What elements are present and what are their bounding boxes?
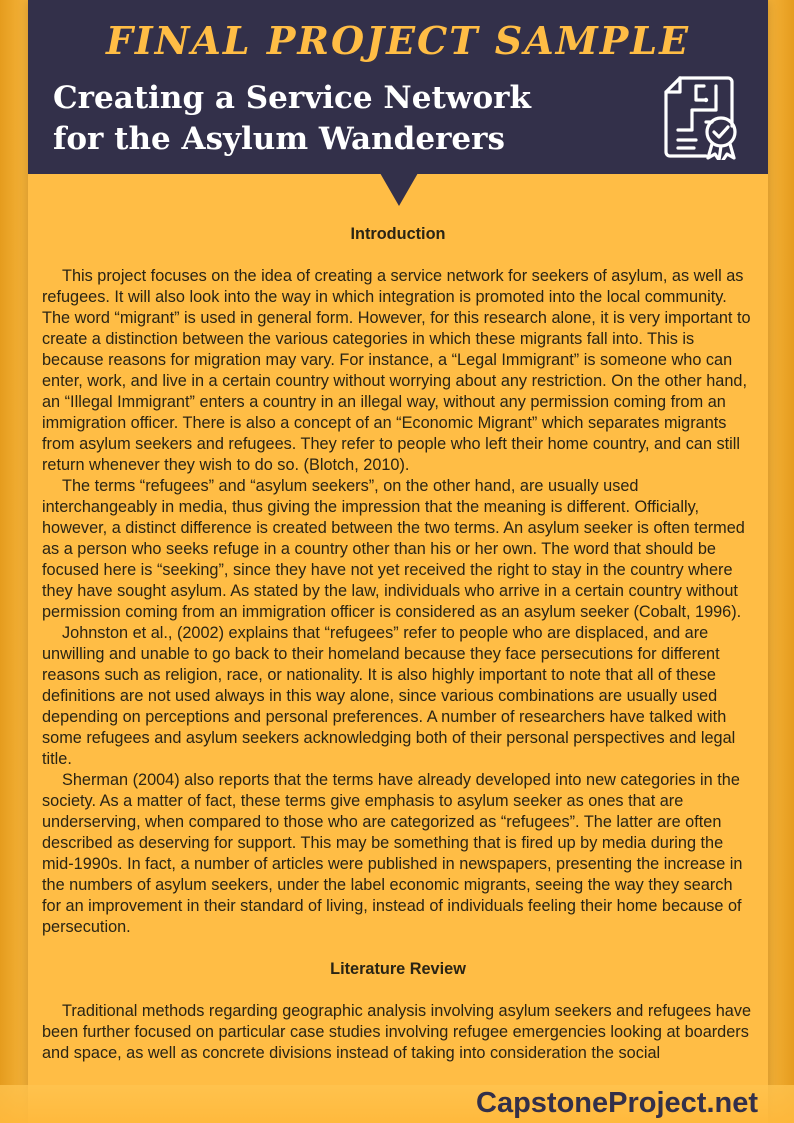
sample-label: FINAL PROJECT SAMPLE	[105, 18, 691, 63]
header-banner	[28, 0, 768, 174]
document-body	[42, 224, 754, 1064]
paragraph: Traditional methods regarding geographic analysis involving asylum seekers and refugees have been further focused on particular case studies involving refugee emergencies looking at boarders and space, as well as concrete divisions instead of taking into consideration the social	[42, 1002, 752, 1062]
document-sheet	[28, 0, 768, 1123]
section-heading-introduction: Introduction	[350, 225, 446, 243]
paragraph: The terms “refugees” and “asylum seekers”, on the other hand, are usually used interchangeably in media, thus giving the impression that the meaning is different. Officially, however, a distinct difference is created between the two terms. An asylum seeker is often termed as a person who seeks refuge in a country other than his or her own. The word that should be focused here is “seeking”, since they have not yet received the right to stay in the country where they have sought asylum. As stated by the law, individuals who arrive in a certain country without permission coming from an immigration officer is considered as an asylum seeker (Cobalt, 1996).	[42, 477, 745, 621]
paragraph: This project focuses on the idea of creating a service network for seekers of asylum, as well as refugees. It will also look into the way in which integration is promoted into the local community. The word “migrant” is used in general form. However, for this research alone, it is very important to create a distinction between the various categories in which these migrants fall into. This is because reasons for migration may vary. For instance, a “Legal Immigrant” is someone who can enter, work, and live in a certain country without worrying about any restriction. On the other hand, an “Illegal Immigrant” enters a country in an illegal way, without any permission coming from an immigration officer. There is also a concept of an “Economic Migrant” which separates migrants from asylum seekers and refugees. They refer to people who left their home country, and can still return whenever they wish to do so. (Blotch, 2010).	[42, 267, 751, 474]
right-backdrop	[766, 0, 794, 1123]
header-pointer	[380, 173, 418, 206]
project-title-line-1: Creating a Service Network	[53, 80, 531, 116]
left-backdrop	[0, 0, 28, 1123]
section-heading-literature-review: Literature Review	[330, 960, 466, 978]
project-title-line-2: for the Asylum Wanderers	[53, 121, 505, 157]
project-title	[53, 78, 613, 160]
paragraph: Sherman (2004) also reports that the terms have already developed into new categories in the society. As a matter of fact, these terms give emphasis to asylum seeker as ones that are underserving, when compared to those who are categorized as “refugees”. The latter are often described as deserving for support. This may be something that is fired up by media during the mid-1990s. In fact, a number of articles were published in newspapers, presenting the increase in the numbers of asylum seekers, under the label economic migrants, seeing the way they search for an improvement in their standard of living, instead of individuals feeling their home because of persecution.	[42, 771, 743, 936]
document-certificate-icon	[662, 74, 744, 160]
paragraph: Johnston et al., (2002) explains that “refugees” refer to people who are displaced, and are unwilling and unable to go back to their homeland because they face persecutions for different reasons such as religion, race, or nationality. It is also highly important to note that all of these definitions are not used always in this way alone, since various combinations are usually used depending on perceptions and personal preferences. A number of researchers have talked with some refugees and asylum seekers acknowledging both of their personal perspectives and legal title.	[42, 624, 736, 768]
brand-watermark: CapstoneProject.net	[476, 1087, 758, 1119]
